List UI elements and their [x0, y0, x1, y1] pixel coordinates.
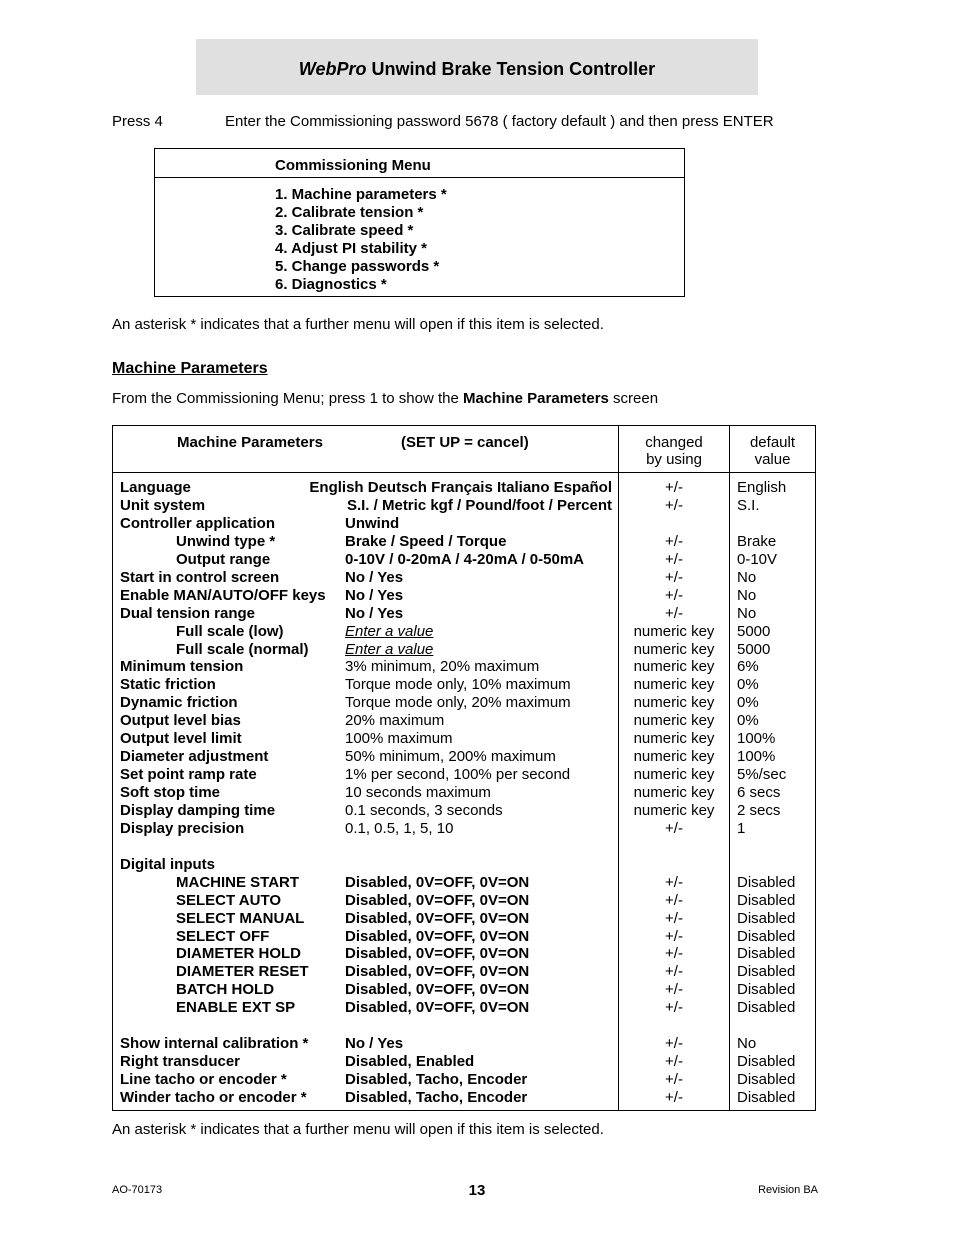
table-row — [113, 963, 815, 981]
param-name: DIAMETER HOLD — [176, 945, 301, 962]
table-row — [113, 999, 815, 1017]
table-head-setup: (SET UP = cancel) — [401, 434, 529, 451]
param-changed-by: +/- — [665, 1089, 683, 1106]
table-row — [113, 658, 815, 676]
param-default: S.I. — [737, 497, 760, 514]
param-name: Digital inputs — [120, 856, 215, 873]
param-default: 2 secs — [737, 802, 781, 819]
param-default: 1 — [737, 820, 746, 837]
param-default: Disabled — [737, 928, 796, 945]
param-name: Language — [120, 479, 191, 496]
param-changed-by: +/- — [665, 587, 683, 604]
table-row — [113, 802, 815, 820]
intro-text — [112, 390, 658, 407]
param-default: 5000 — [737, 641, 771, 658]
commissioning-menu-header — [155, 149, 684, 178]
param-name: Enable MAN/AUTO/OFF keys — [120, 587, 326, 604]
machine-parameters-table — [112, 425, 816, 1111]
table-row — [113, 497, 815, 515]
param-name: Set point ramp rate — [120, 766, 257, 783]
param-name: SELECT OFF — [176, 928, 270, 945]
param-default: 5000 — [737, 623, 771, 640]
param-changed-by: +/- — [665, 479, 683, 496]
intro-after: screen — [608, 390, 659, 407]
param-default: 0% — [737, 694, 759, 711]
param-name: Unit system — [120, 497, 206, 514]
instruction-text: Enter the Commissioning password 5678 ( factory default ) and then press ENTER — [225, 113, 774, 130]
param-name: Dynamic friction — [120, 694, 238, 711]
param-default: 0% — [737, 676, 759, 693]
param-changed-by: +/- — [665, 928, 683, 945]
asterisk-note-top: An asterisk * indicates that a further menu will open if this item is selected. — [112, 316, 604, 333]
param-default: No — [737, 587, 757, 604]
param-default: 100% — [737, 730, 776, 747]
param-default: Disabled — [737, 981, 796, 998]
table-row — [113, 551, 815, 569]
table-row — [113, 730, 815, 748]
param-changed-by: +/- — [665, 892, 683, 909]
param-options: Unwind — [345, 515, 400, 532]
table-row — [113, 910, 815, 928]
param-options: Disabled, 0V=OFF, 0V=ON — [345, 981, 530, 998]
param-name: Show internal calibration * — [120, 1035, 309, 1052]
param-default: Disabled — [737, 1053, 796, 1070]
param-name: Unwind type * — [176, 533, 276, 550]
table-row — [113, 820, 815, 838]
param-name: Output level limit — [120, 730, 242, 747]
param-options: No / Yes — [345, 1035, 404, 1052]
param-name: Output level bias — [120, 712, 241, 729]
param-default: 100% — [737, 748, 776, 765]
header-title-italic: WebPro — [298, 59, 367, 79]
param-default: No — [737, 569, 757, 586]
param-options: No / Yes — [345, 569, 404, 586]
table-row — [113, 479, 815, 497]
table-row — [113, 712, 815, 730]
param-options: Disabled, 0V=OFF, 0V=ON — [345, 999, 530, 1016]
table-row — [113, 694, 815, 712]
param-options: No / Yes — [345, 605, 404, 622]
table-row — [113, 1071, 815, 1089]
param-options: Disabled, Tacho, Encoder — [345, 1071, 528, 1088]
param-name: SELECT AUTO — [176, 892, 282, 909]
param-changed-by: numeric key — [633, 641, 715, 658]
param-options: 100% maximum — [345, 730, 453, 747]
table-row — [113, 676, 815, 694]
menu-item: 5. Change passwords * — [275, 258, 440, 275]
param-options: 20% maximum — [345, 712, 445, 729]
param-changed-by: numeric key — [633, 748, 715, 765]
param-name: Start in control screen — [120, 569, 280, 586]
menu-item: 3. Calibrate speed * — [275, 222, 414, 239]
param-options: Torque mode only, 20% maximum — [345, 694, 571, 711]
param-options: No / Yes — [345, 587, 404, 604]
table-row — [113, 1053, 815, 1071]
table-row — [113, 569, 815, 587]
param-options: Brake / Speed / Torque — [345, 533, 507, 550]
param-options: S.I. / Metric kgf / Pound/foot / Percent — [346, 497, 612, 514]
instruction-key: Press 4 — [112, 113, 163, 130]
footer-page-number: 13 — [468, 1182, 486, 1199]
table-row — [113, 784, 815, 802]
param-changed-by: +/- — [665, 569, 683, 586]
param-changed-by: +/- — [665, 820, 683, 837]
table-row — [113, 533, 815, 551]
document-header — [196, 39, 758, 95]
commissioning-menu-items — [275, 186, 447, 294]
table-row — [113, 641, 815, 659]
table-row — [113, 748, 815, 766]
param-changed-by: numeric key — [633, 676, 715, 693]
param-options: Disabled, 0V=OFF, 0V=ON — [345, 874, 530, 891]
head-default-line1: default — [749, 434, 796, 451]
param-options: 50% minimum, 200% maximum — [345, 748, 556, 765]
table-header-divider — [113, 472, 815, 473]
commissioning-menu-title: Commissioning Menu — [275, 157, 431, 174]
param-name: Line tacho or encoder * — [120, 1071, 287, 1088]
param-changed-by: +/- — [665, 605, 683, 622]
param-default: 6 secs — [737, 784, 781, 801]
param-name: ENABLE EXT SP — [176, 999, 296, 1016]
table-head-default — [730, 434, 815, 468]
param-name: Static friction — [120, 676, 216, 693]
param-default: Disabled — [737, 1071, 796, 1088]
table-row — [113, 892, 815, 910]
param-default: 0-10V — [737, 551, 778, 568]
param-changed-by: numeric key — [633, 694, 715, 711]
table-row — [113, 928, 815, 946]
param-options: Disabled, 0V=OFF, 0V=ON — [345, 963, 530, 980]
param-options: 0.1 seconds, 3 seconds — [345, 802, 503, 819]
param-name: Dual tension range — [120, 605, 256, 622]
param-default: Disabled — [737, 910, 796, 927]
param-changed-by: +/- — [665, 497, 683, 514]
param-name: Display precision — [120, 820, 245, 837]
param-default: Disabled — [737, 999, 796, 1016]
param-changed-by: numeric key — [633, 802, 715, 819]
param-changed-by: +/- — [665, 1035, 683, 1052]
param-default: 5%/sec — [737, 766, 787, 783]
param-options: Enter a value — [345, 641, 434, 658]
param-changed-by: numeric key — [633, 623, 715, 640]
table-row — [113, 587, 815, 605]
table-row — [113, 856, 815, 874]
param-name: MACHINE START — [176, 874, 300, 891]
param-name: Controller application — [120, 515, 276, 532]
param-name: Soft stop time — [120, 784, 220, 801]
section-title: Machine Parameters — [112, 360, 268, 377]
param-name: Full scale (normal) — [176, 641, 309, 658]
table-row — [113, 605, 815, 623]
param-changed-by: +/- — [665, 1053, 683, 1070]
param-default: Disabled — [737, 1089, 796, 1106]
param-name: Diameter adjustment — [120, 748, 269, 765]
param-options: 1% per second, 100% per second — [345, 766, 571, 783]
header-title-rest: Unwind Brake Tension Controller — [366, 59, 656, 79]
param-changed-by: numeric key — [633, 784, 715, 801]
param-options: 0-10V / 0-20mA / 4-20mA / 0-50mA — [345, 551, 584, 568]
param-default: Brake — [737, 533, 777, 550]
param-name: SELECT MANUAL — [176, 910, 305, 927]
param-default: Disabled — [737, 892, 796, 909]
param-default: Disabled — [737, 945, 796, 962]
param-name: Right transducer — [120, 1053, 241, 1070]
menu-item: 4. Adjust PI stability * — [275, 240, 427, 257]
table-row — [113, 981, 815, 999]
param-name: Winder tacho or encoder * — [120, 1089, 307, 1106]
param-options: 10 seconds maximum — [345, 784, 491, 801]
menu-item: 2. Calibrate tension * — [275, 204, 424, 221]
table-row — [113, 945, 815, 963]
param-changed-by: numeric key — [633, 658, 715, 675]
head-changed-line1: changed — [645, 434, 703, 451]
asterisk-note-bottom: An asterisk * indicates that a further menu will open if this item is selected. — [112, 1121, 604, 1138]
table-head-changed — [619, 434, 729, 468]
param-options: Disabled, 0V=OFF, 0V=ON — [345, 910, 530, 927]
param-changed-by: +/- — [665, 1071, 683, 1088]
param-default: 0% — [737, 712, 759, 729]
intro-before: From the Commissioning Menu; press 1 to show the — [112, 390, 463, 407]
param-name: BATCH HOLD — [176, 981, 275, 998]
head-changed-line2: by using — [646, 451, 702, 468]
param-options: English Deutsch Français Italiano Español — [309, 479, 612, 496]
table-row — [113, 1089, 815, 1107]
param-changed-by: +/- — [665, 551, 683, 568]
param-options: 0.1, 0.5, 1, 5, 10 — [345, 820, 454, 837]
param-options: Disabled, 0V=OFF, 0V=ON — [345, 945, 530, 962]
param-changed-by: +/- — [665, 874, 683, 891]
param-default: No — [737, 605, 757, 622]
param-options: Torque mode only, 10% maximum — [345, 676, 571, 693]
param-default: 6% — [737, 658, 759, 675]
param-changed-by: +/- — [665, 945, 683, 962]
param-options: Enter a value — [345, 623, 434, 640]
param-default: Disabled — [737, 963, 796, 980]
param-default: Disabled — [737, 874, 796, 891]
footer-revision: Revision BA — [758, 1184, 818, 1196]
param-default: No — [737, 1035, 757, 1052]
param-changed-by: numeric key — [633, 712, 715, 729]
param-options: Disabled, Tacho, Encoder — [345, 1089, 528, 1106]
menu-item: 6. Diagnostics * — [275, 276, 387, 293]
param-changed-by: +/- — [665, 999, 683, 1016]
param-options: Disabled, Enabled — [345, 1053, 475, 1070]
param-changed-by: numeric key — [633, 730, 715, 747]
table-row — [113, 766, 815, 784]
param-name: Full scale (low) — [176, 623, 284, 640]
table-head-title: Machine Parameters — [177, 434, 323, 451]
head-default-line2: value — [754, 451, 791, 468]
table-row — [113, 874, 815, 892]
param-changed-by: numeric key — [633, 766, 715, 783]
param-changed-by: +/- — [665, 533, 683, 550]
param-name: Minimum tension — [120, 658, 244, 675]
param-changed-by: +/- — [665, 981, 683, 998]
table-row — [113, 1035, 815, 1053]
table-row — [113, 515, 815, 533]
param-changed-by: +/- — [665, 963, 683, 980]
param-options: Disabled, 0V=OFF, 0V=ON — [345, 928, 530, 945]
menu-item: 1. Machine parameters * — [275, 186, 447, 203]
param-name: Output range — [176, 551, 271, 568]
param-options: Disabled, 0V=OFF, 0V=ON — [345, 892, 530, 909]
param-default: English — [737, 479, 787, 496]
commissioning-menu-box — [154, 148, 685, 297]
intro-bold: Machine Parameters — [462, 390, 609, 407]
param-options: 3% minimum, 20% maximum — [345, 658, 540, 675]
footer-doc-id: AO-70173 — [112, 1184, 163, 1196]
param-name: DIAMETER RESET — [176, 963, 309, 980]
param-name: Display damping time — [120, 802, 276, 819]
param-changed-by: +/- — [665, 910, 683, 927]
table-row — [113, 623, 815, 641]
